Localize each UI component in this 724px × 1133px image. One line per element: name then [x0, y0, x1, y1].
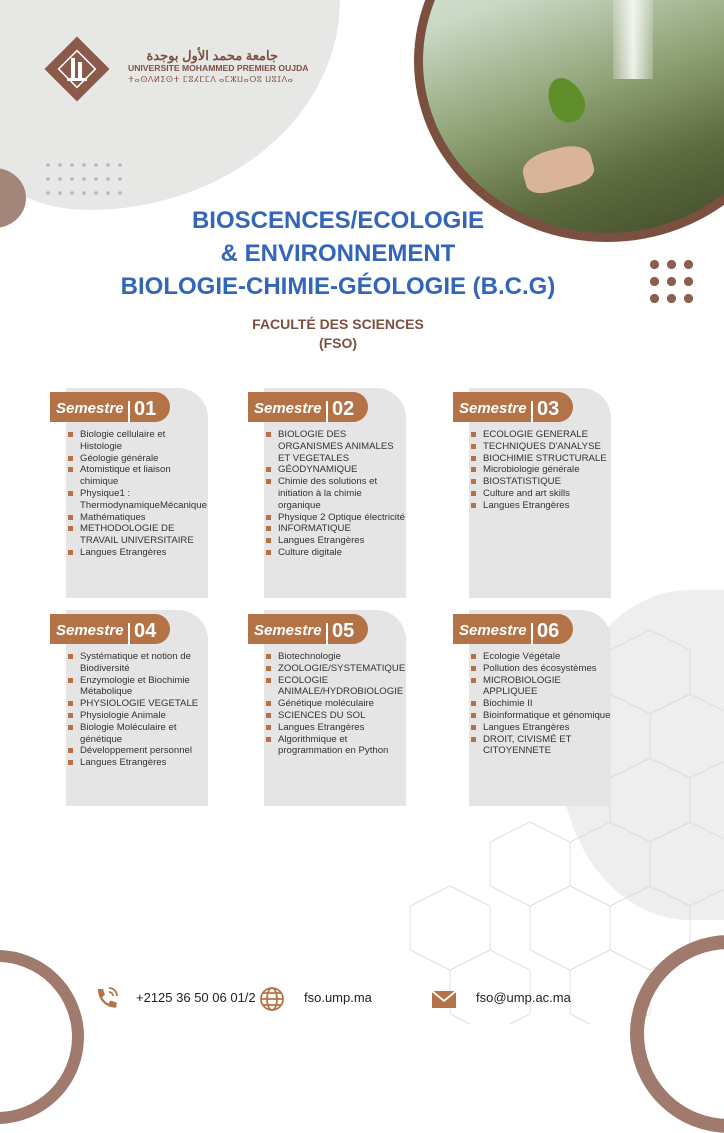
- tab-separator: [326, 623, 328, 645]
- list-item: Biologie cellulaire et Histologie: [68, 429, 208, 453]
- list-item: Microbiologie générale: [471, 464, 611, 476]
- list-item: Mathématiques: [68, 512, 208, 524]
- list-item: ECOLOGIE GENERALE: [471, 429, 611, 441]
- university-name-arabic: جامعة محمد الأول بوجدة: [146, 48, 278, 63]
- semester-card-04: [50, 610, 208, 806]
- semester-card-05: [248, 610, 406, 806]
- semester-tab: [453, 392, 573, 422]
- semester-label: Semestre: [459, 400, 527, 417]
- list-item: Algorithmique et programmation en Python: [266, 734, 406, 758]
- semester-number: 06: [537, 620, 560, 642]
- waterfall-shape: [613, 0, 653, 79]
- list-item: Culture digitale: [266, 547, 406, 559]
- semester-label: Semestre: [254, 622, 322, 639]
- list-item: Bioinformatique et génomique: [471, 710, 611, 722]
- tab-separator: [128, 623, 130, 645]
- semester-card-02: [248, 388, 406, 598]
- module-list: [471, 651, 611, 757]
- list-item: Biotechnologie: [266, 651, 406, 663]
- list-item: MICROBIOLOGIE APPLIQUEE: [471, 675, 611, 699]
- list-item: Atomistique et liaison chimique: [68, 464, 208, 488]
- faculty-abbr: (FSO): [318, 335, 358, 351]
- list-item: BIOCHIMIE STRUCTURALE: [471, 453, 611, 465]
- list-item: Géologie générale: [68, 453, 208, 465]
- bg-arc-left: [0, 950, 84, 1124]
- module-list: [471, 429, 611, 512]
- list-item: GÉODYNAMIQUE: [266, 464, 406, 476]
- hand-shape: [519, 141, 597, 198]
- list-item: Physique1 : ThermodynamiqueMécanique: [68, 488, 208, 512]
- list-item: Ecologie Végétale: [471, 651, 611, 663]
- semester-tab: [453, 614, 573, 644]
- list-item: Langues Etrangères: [471, 722, 611, 734]
- list-item: METHODOLOGIE DE TRAVAIL UNIVERSITAIRE: [68, 523, 208, 547]
- list-item: Biochimie II: [471, 698, 611, 710]
- university-name-french: UNIVERSITE MOHAMMED PREMIER OUJDA: [128, 63, 309, 73]
- semester-label: Semestre: [254, 400, 322, 417]
- mail-icon: [430, 985, 458, 1013]
- list-item: Langues Etrangères: [68, 757, 208, 769]
- list-item: Culture and art skills: [471, 488, 611, 500]
- program-title-line1: BIOSCENCES/ECOLOGIE: [191, 207, 485, 234]
- tab-separator: [326, 401, 328, 423]
- list-item: Chimie des solutions et initiation à la chimie organique: [266, 476, 406, 511]
- list-item: BIOSTATISTIQUE: [471, 476, 611, 488]
- list-item: DROIT, CIVISMÉ ET CITOYENNETE: [471, 734, 611, 758]
- semester-number: 03: [537, 398, 560, 420]
- dot-pattern-left: [42, 158, 124, 200]
- semester-number: 05: [332, 620, 355, 642]
- list-item: Langues Etrangères: [471, 500, 611, 512]
- module-list: [68, 651, 208, 769]
- nature-photo: [414, 0, 724, 242]
- list-item: Physique 2 Optique électricité: [266, 512, 406, 524]
- module-list: [266, 651, 406, 757]
- list-item: TECHNIQUES D'ANALYSE: [471, 441, 611, 453]
- faculty-name: FACULTÉ DES SCIENCES: [252, 316, 424, 332]
- list-item: PHYSIOLOGIE VEGETALE: [68, 698, 208, 710]
- semester-label: Semestre: [56, 400, 124, 417]
- semester-number: 04: [134, 620, 157, 642]
- semester-label: Semestre: [56, 622, 124, 639]
- module-list: [266, 429, 406, 559]
- list-item: Physiologie Animale: [68, 710, 208, 722]
- list-item: Langues Etrangères: [266, 722, 406, 734]
- list-item: ZOOLOGIE/SYSTEMATIQUE: [266, 663, 406, 675]
- semester-tab: [50, 392, 170, 422]
- email-link[interactable]: fso@ump.ac.ma: [476, 990, 571, 1005]
- list-item: INFORMATIQUE: [266, 523, 406, 535]
- semester-label: Semestre: [459, 622, 527, 639]
- list-item: Biologie Moléculaire et génétique: [68, 722, 208, 746]
- list-item: Enzymologie et Biochimie Métabolique: [68, 675, 208, 699]
- list-item: Langues Etrangères: [68, 547, 208, 559]
- semester-tab: [248, 392, 368, 422]
- university-logo: [40, 32, 114, 106]
- website-link[interactable]: fso.ump.ma: [304, 990, 372, 1005]
- list-item: BIOLOGIE DES ORGANISMES ANIMALES ET VEGETALES: [266, 429, 406, 464]
- semester-number: 01: [134, 398, 157, 420]
- semester-tab: [50, 614, 170, 644]
- tab-separator: [531, 623, 533, 645]
- module-list: [68, 429, 208, 559]
- list-item: Systématique et notion de Biodiversité: [68, 651, 208, 675]
- globe-icon: [258, 985, 286, 1013]
- list-item: Génétique moléculaire: [266, 698, 406, 710]
- list-item: Langues Etrangères: [266, 535, 406, 547]
- tab-separator: [531, 401, 533, 423]
- leaf-shape: [541, 72, 591, 128]
- list-item: ECOLOGIE ANIMALE/HYDROBIOLOGIE: [266, 675, 406, 699]
- semester-tab: [248, 614, 368, 644]
- semester-card-01: [50, 388, 208, 598]
- semester-card-06: [453, 610, 611, 806]
- semester-card-03: [453, 388, 611, 598]
- semester-number: 02: [332, 398, 355, 420]
- list-item: Développement personnel: [68, 745, 208, 757]
- program-title-line3: BIOLOGIE-CHIMIE-GÉOLOGIE (B.C.G): [120, 273, 556, 300]
- phone-icon: [92, 985, 120, 1013]
- tab-separator: [128, 401, 130, 423]
- list-item: SCIENCES DU SOL: [266, 710, 406, 722]
- university-name-tifinagh: ⵜⴰⵙⴷⵍⵉⵙⵜ ⵎⵓⵃⵎⵎⴷ ⴰⵎⵣⵡⴰⵔⵓ ⵡⵓⵊⴷⴰ: [128, 75, 294, 84]
- list-item: Pollution des écosystèmes: [471, 663, 611, 675]
- program-title-line2: & ENVIRONNEMENT: [220, 240, 456, 267]
- phone-link[interactable]: +2125 36 50 06 01/2: [136, 990, 256, 1005]
